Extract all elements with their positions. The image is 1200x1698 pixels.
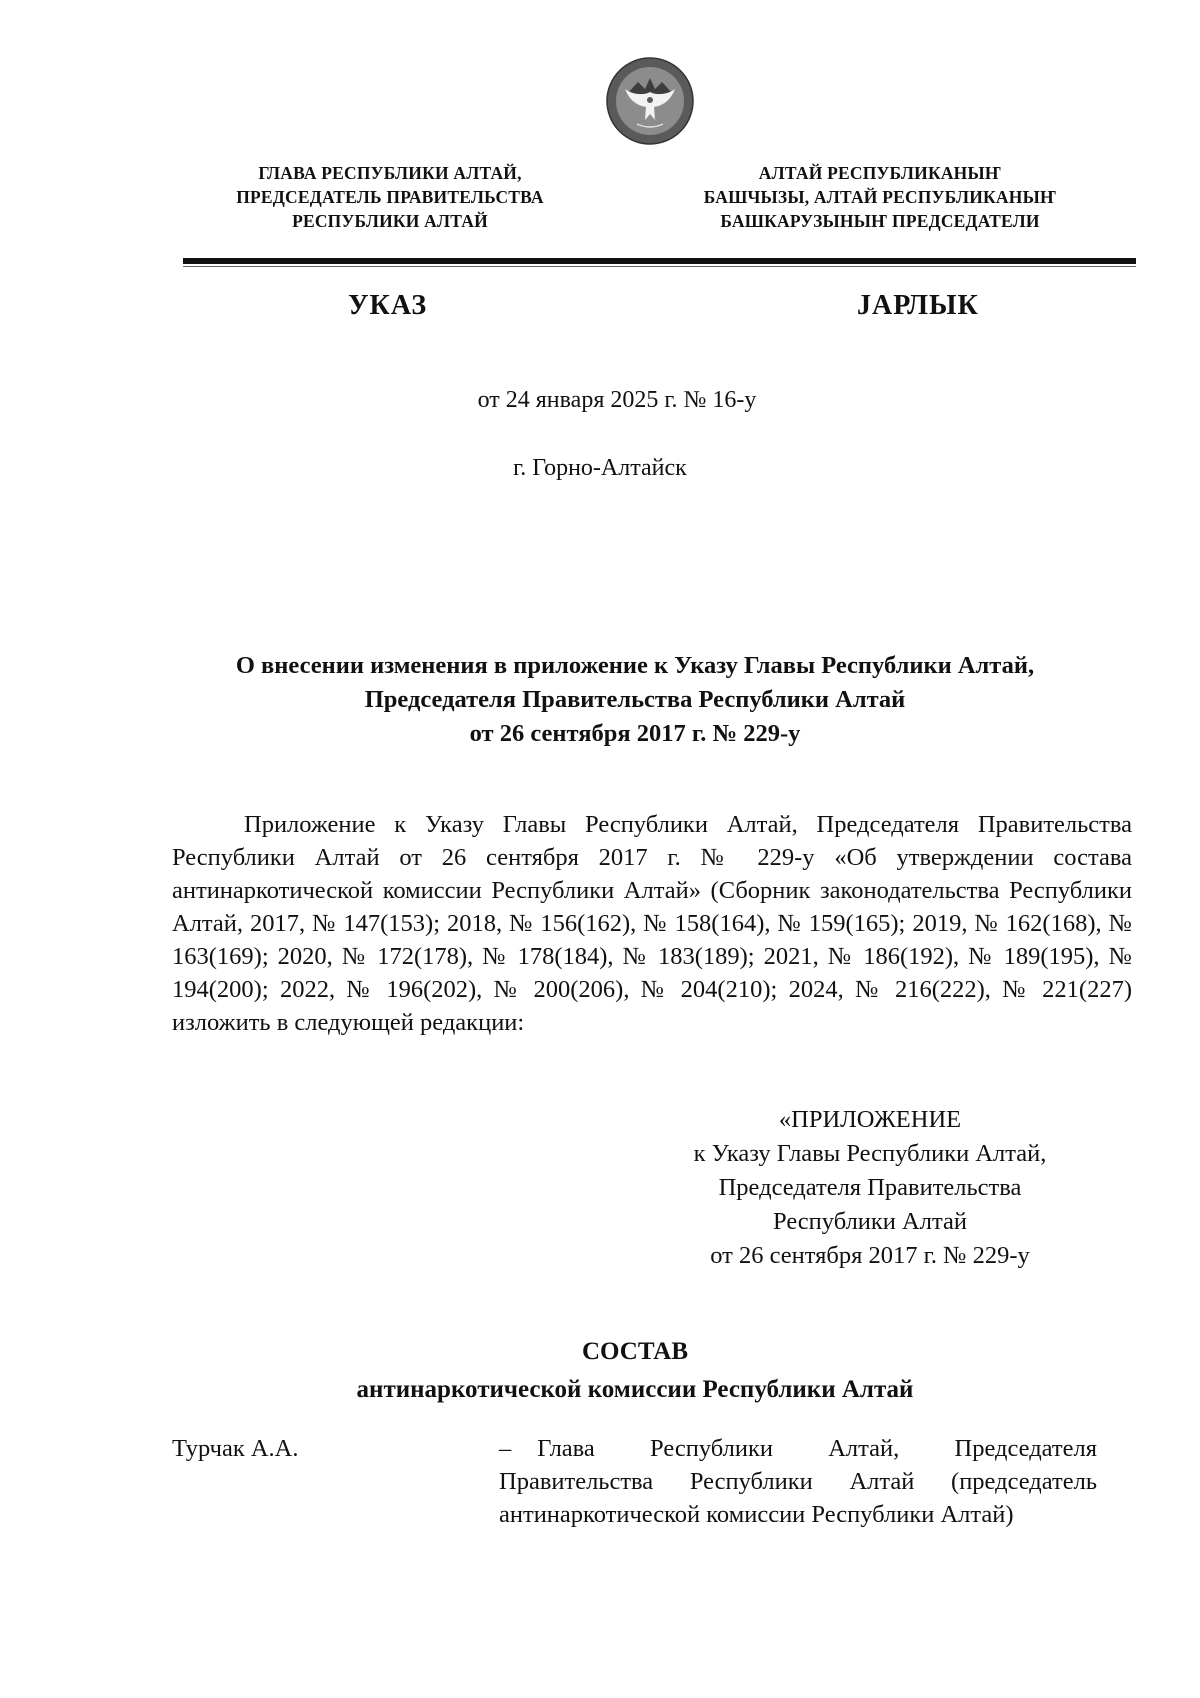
body-paragraph: Приложение к Указу Главы Республики Алтай, Председателя Правительства Республики Алтай от 26 сентября 2017 г. № 229-у «Об утверждении состава антинаркотической комиссии Республики Алтай» (Сборник законодательства Республики Алтай, 2017, № 147(153); 2018, № 156(162), № 158(164), № 159(165); 2019, № 162(168), № 163(169); 2020, № 172(178), № 178(184), № 183(189); 2021, № 186(192), № 189(195), № 194(200); 2022, № 196(202), № 200(206), № 204(210); 2024, № 216(222), № 221(227) изложить в следующей редакции: xyxy=(172,811,1132,1036)
emblem-svg xyxy=(605,56,695,146)
header-right-line: БАШКАРУЗЫНЫҤ ПРЕДСЕДАТЕЛИ xyxy=(720,211,1040,231)
composition-subtitle: антинаркотической комиссии Республики Алтай xyxy=(356,1376,914,1403)
header-divider-thick xyxy=(183,258,1136,264)
doc-type-alt: ЈАРЛЫК xyxy=(857,290,979,321)
appendix-line: от 26 сентября 2017 г. № 229-у xyxy=(710,1242,1030,1269)
header-right-line: АЛТАЙ РЕСПУБЛИКАНЫҤ xyxy=(758,163,1002,183)
date-number: от 24 января 2025 г. № 16-у xyxy=(477,387,757,413)
composition-title: СОСТАВ xyxy=(581,1338,689,1365)
header-left-line: ПРЕДСЕДАТЕЛЬ ПРАВИТЕЛЬСТВА xyxy=(236,187,544,207)
member-role-text: Глава Республики Алтай, Председателя Правительства Республики Алтай (председатель антинаркотической комиссии Республики Алтай) xyxy=(499,1435,1097,1528)
member-dash: – xyxy=(499,1435,512,1462)
composition-heading xyxy=(160,1333,1110,1409)
title-line: О внесении изменения в приложение к Указу Главы Республики Алтай, xyxy=(235,652,1035,679)
header-left xyxy=(180,161,600,233)
appendix-line: Председателя Правительства xyxy=(718,1174,1022,1201)
appendix-line: Республики Алтай xyxy=(773,1208,967,1235)
header-right xyxy=(670,161,1090,233)
document-title xyxy=(160,649,1110,751)
city: г. Горно-Алтайск xyxy=(513,455,687,481)
altai-coat-of-arms-icon xyxy=(605,56,695,146)
member-name: Турчак А.А. xyxy=(172,1435,299,1462)
doc-type-ru: УКАЗ xyxy=(348,290,428,321)
appendix-line: к Указу Главы Республики Алтай, xyxy=(693,1140,1047,1167)
header-divider-thin xyxy=(183,266,1136,267)
header-left-line: РЕСПУБЛИКИ АЛТАЙ xyxy=(292,211,488,231)
header-right-line: БАШЧЫЗЫ, АЛТАЙ РЕСПУБЛИКАНЫҤ xyxy=(703,187,1057,207)
title-line: от 26 сентября 2017 г. № 229-у xyxy=(469,720,801,747)
member-role xyxy=(499,1432,1097,1531)
title-line: Председателя Правительства Республики Алтай xyxy=(364,686,906,713)
appendix-block xyxy=(640,1103,1100,1273)
appendix-line: «ПРИЛОЖЕНИЕ xyxy=(778,1106,962,1133)
header-left-line: ГЛАВА РЕСПУБЛИКИ АЛТАЙ, xyxy=(258,163,522,183)
